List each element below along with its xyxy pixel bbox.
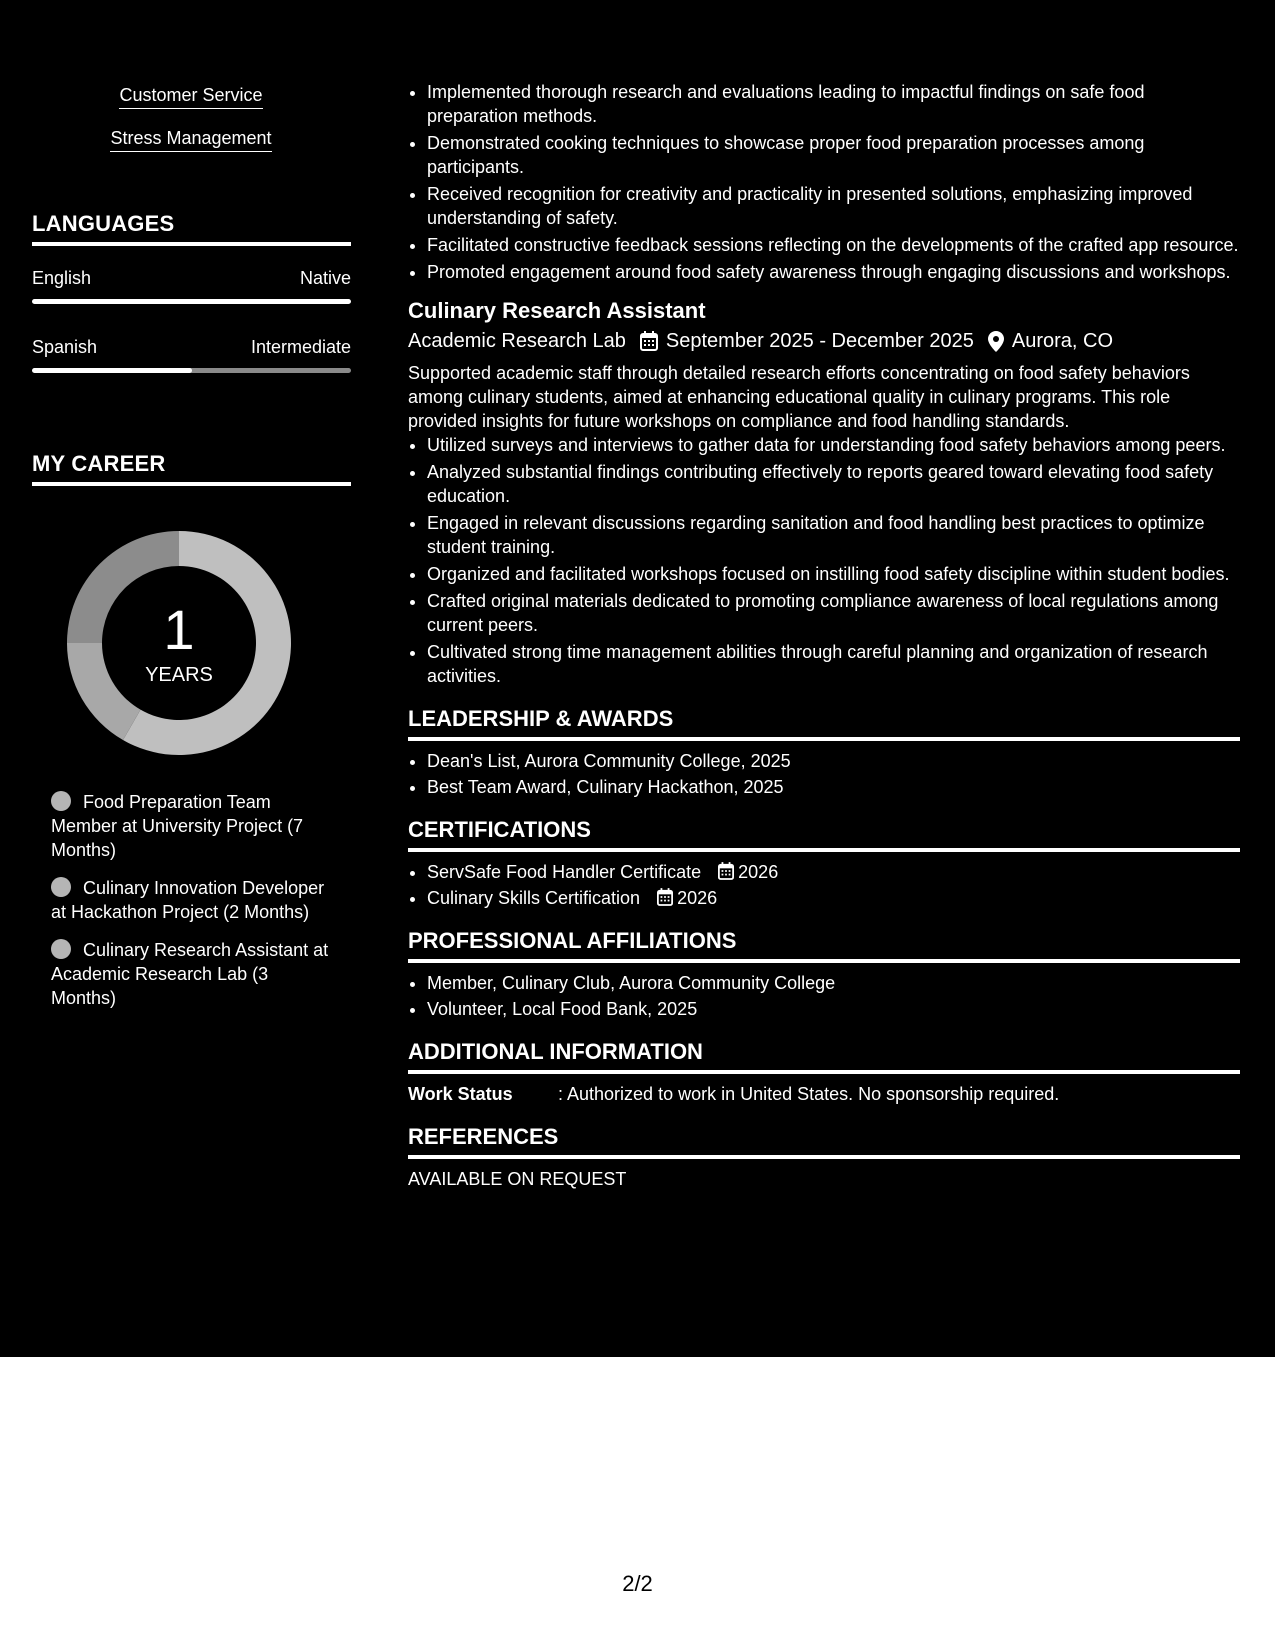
references-text: AVAILABLE ON REQUEST xyxy=(408,1169,627,1189)
award-item: • Dean's List, Aurora Community College, 2025 xyxy=(427,749,1240,773)
page-number: 2/2 xyxy=(622,1571,653,1596)
career-item: Culinary Research Assistant at Academic Research Lab (3 Months) xyxy=(51,940,329,1008)
affiliation-item: • Member, Culinary Club, Aurora Community College xyxy=(427,971,1240,995)
certification-name: Culinary Skills Certification xyxy=(427,888,641,908)
certification-name: ServSafe Food Handler Certificate xyxy=(427,862,702,882)
languages-heading: LANGUAGES xyxy=(32,211,351,246)
career-heading: MY CAREER xyxy=(32,451,351,486)
career-item: Food Preparation Team Member at University Project (7 Months) xyxy=(51,792,304,860)
bullet-item: • Cultivated strong time management abilities through careful planning and organization of research activities. xyxy=(427,640,1240,688)
language-level: Native xyxy=(299,268,351,288)
additional-info-heading: ADDITIONAL INFORMATION xyxy=(408,1037,1240,1074)
certifications-list xyxy=(408,860,1240,910)
job-location: Aurora, CO xyxy=(1011,330,1114,352)
work-status-row xyxy=(408,1082,1240,1106)
location-pin-icon xyxy=(988,331,1004,352)
bullet-item: • Demonstrated cooking techniques to showcase proper food preparation processes among participants. xyxy=(427,131,1240,179)
language-bar-fill xyxy=(32,368,192,373)
bullet-item: • Facilitated constructive feedback sessions reflecting on the developments of the crafted app resource. xyxy=(427,233,1240,257)
bullet-dot-icon xyxy=(51,939,71,959)
job-dates: September 2025 - December 2025 xyxy=(665,330,974,352)
career-years-number: 1 xyxy=(163,598,195,661)
career-donut-chart xyxy=(66,530,292,756)
affiliations-heading: PROFESSIONAL AFFILIATIONS xyxy=(408,926,1240,963)
work-status-label: Work Status xyxy=(408,1084,513,1104)
language-name: English xyxy=(32,268,92,288)
leadership-heading: LEADERSHIP & AWARDS xyxy=(408,704,1240,741)
job-bullets xyxy=(408,433,1240,688)
references-heading: REFERENCES xyxy=(408,1122,1240,1159)
career-years-label: YEARS xyxy=(145,664,213,686)
language-name: Spanish xyxy=(32,337,98,357)
affiliation-item: • Volunteer, Local Food Bank, 2025 xyxy=(427,997,1240,1021)
language-bar xyxy=(32,368,351,373)
previous-job-bullets xyxy=(408,80,1240,284)
calendar-icon xyxy=(640,331,658,351)
career-item: Culinary Innovation Developer at Hackathon Project (2 Months) xyxy=(51,878,325,922)
language-bar xyxy=(32,299,351,304)
certification-year: 2026 xyxy=(738,862,779,882)
language-bar-fill xyxy=(32,299,351,304)
work-status-value: : Authorized to work in United States. No sponsorship required. xyxy=(558,1084,1060,1104)
job-title: Culinary Research Assistant xyxy=(408,298,706,323)
certification-item xyxy=(427,860,1240,884)
career-donut-center xyxy=(66,530,292,756)
bullet-item: • Implemented thorough research and evaluations leading to impactful findings on safe food preparation methods. xyxy=(427,80,1240,128)
bullet-item: • Received recognition for creativity and practicality in presented solutions, emphasizing improved understanding of safety. xyxy=(427,182,1240,230)
calendar-icon xyxy=(718,862,734,880)
award-item: • Best Team Award, Culinary Hackathon, 2025 xyxy=(427,775,1240,799)
skill-item: Stress Management xyxy=(110,127,271,152)
job-meta xyxy=(408,327,1240,355)
skills-list xyxy=(32,84,350,170)
certification-year: 2026 xyxy=(677,888,718,908)
job-company: Academic Research Lab xyxy=(408,330,626,352)
bullet-item: • Utilized surveys and interviews to gather data for understanding food safety behaviors among peers. xyxy=(427,433,1240,457)
job-description: Supported academic staff through detailed research efforts concentrating on food safety behaviors among culinary students, aimed at enhancing educational quality in culinary programs. This role provided insights for future workshops on compliance and food handling standards. xyxy=(408,363,1190,431)
language-level: Intermediate xyxy=(250,337,351,357)
certifications-heading: CERTIFICATIONS xyxy=(408,815,1240,852)
bullet-dot-icon xyxy=(51,791,71,811)
bullet-item: • Engaged in relevant discussions regarding sanitation and food handling best practices to optimize student training. xyxy=(427,511,1240,559)
affiliations-list xyxy=(408,971,1240,1021)
main-content xyxy=(408,80,1240,1190)
certification-item xyxy=(427,886,1240,910)
bullet-item: • Analyzed substantial findings contributing effectively to reports geared toward elevating food safety education. xyxy=(427,460,1240,508)
skill-item: Customer Service xyxy=(119,84,262,109)
bullet-item: • Organized and facilitated workshops focused on instilling food safety discipline within student bodies. xyxy=(427,562,1240,586)
career-list xyxy=(51,790,331,1024)
bullet-item: • Promoted engagement around food safety awareness through engaging discussions and workshops. xyxy=(427,260,1240,284)
bullet-item: • Crafted original materials dedicated to promoting compliance awareness of local regulations among current peers. xyxy=(427,589,1240,637)
bullet-dot-icon xyxy=(51,877,71,897)
calendar-icon xyxy=(657,888,673,906)
leadership-list xyxy=(408,749,1240,799)
